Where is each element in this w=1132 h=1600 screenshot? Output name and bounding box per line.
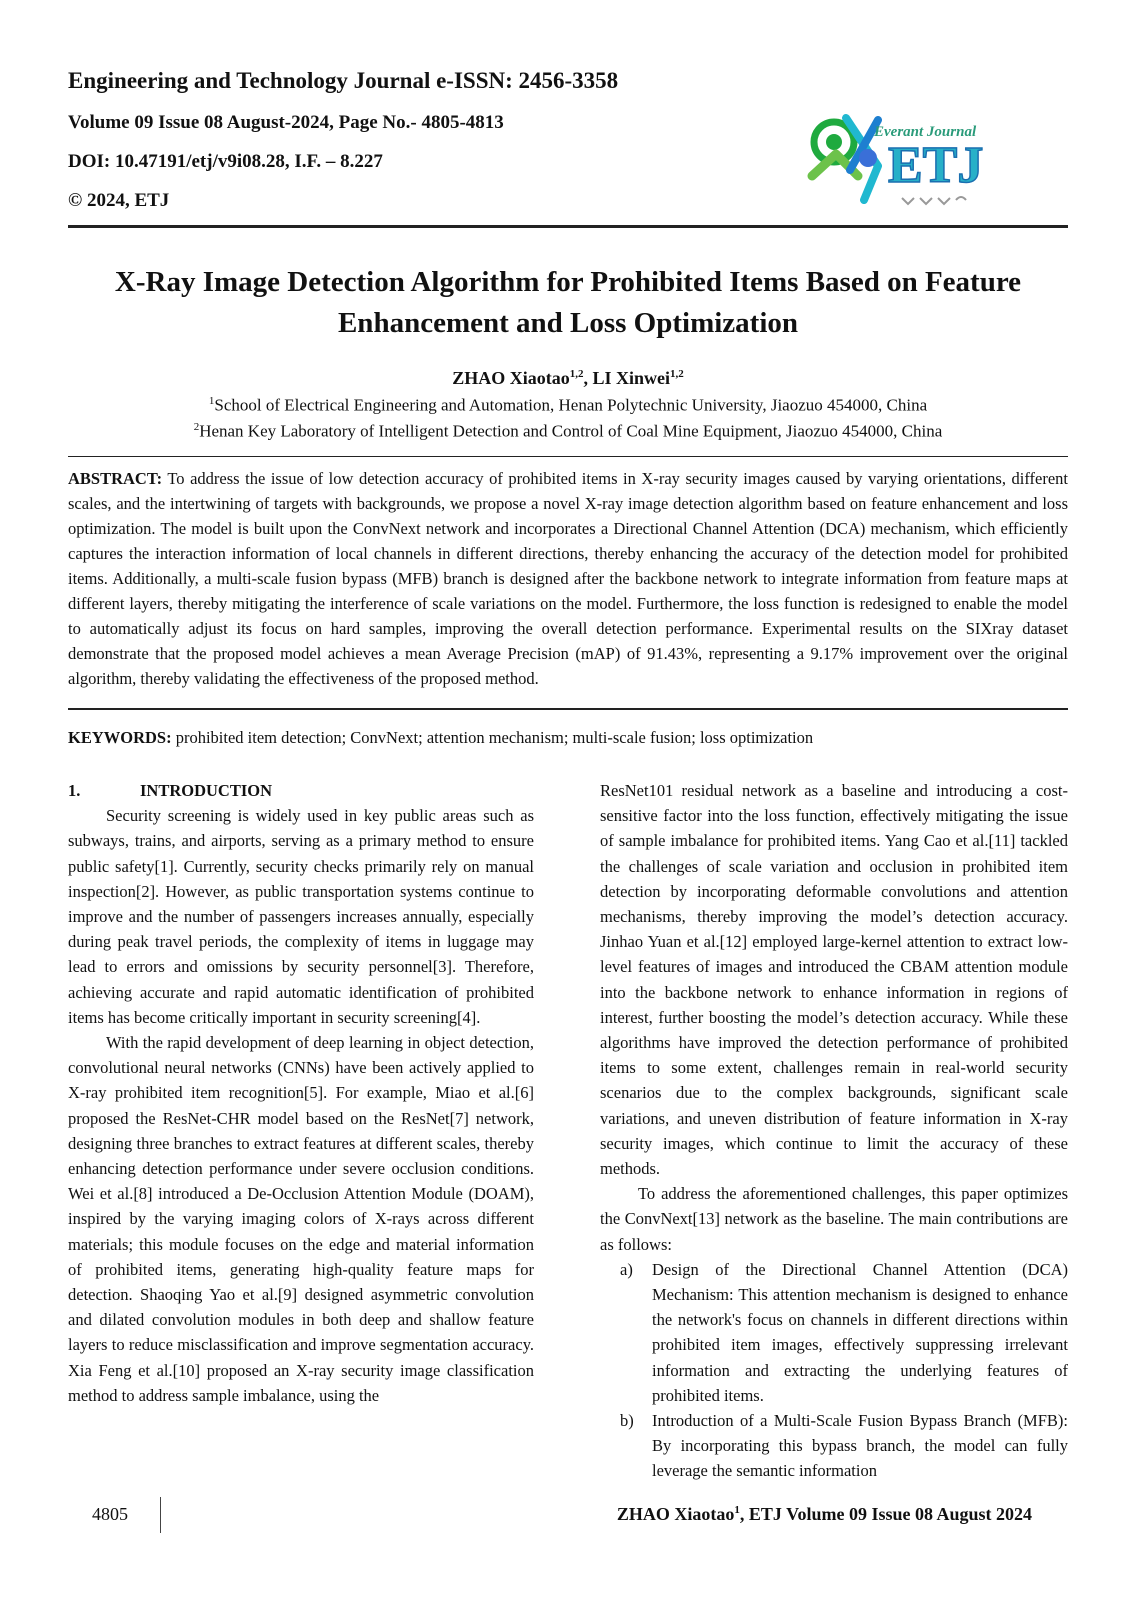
journal-name: Engineering and Technology Journal e-ISSN: 2456-3358 xyxy=(68,68,619,93)
doi: DOI: 10.47191/etj/v9i08.28, I.F. – 8.227 xyxy=(68,151,383,172)
footer-divider xyxy=(160,1497,161,1533)
header-rule xyxy=(68,225,1068,228)
paragraph: With the rapid development of deep learning in object detection, convolutional neural networks (CNNs) have been actively applied to X-ray prohibited item recognition[5]. For example, Miao et al.[6] proposed the ResNet-CHR model based on the ResNet[7] network, designing three branches to extract features at different scales, thereby enhancing detection performance under severe occlusion conditions. Wei et al.[8] introduced a De-Occlusion Attention Module (DOAM), inspired by the varying imaging colors of X-rays across different materials; this module focuses on the edge and material information of prohibited items, generating high-quality feature maps for detection. Shaoqing Yao et al.[9] designed asymmetric convolution and dilated convolution modules in both deep and shallow feature layers to reduce misclassification and improve segmentation accuracy. Xia Feng et al.[10] proposed an X-ray security image classification method to address sample imbalance, using the xyxy=(68,1033,534,1405)
keywords-top-rule xyxy=(68,708,1068,710)
list-marker: a) xyxy=(620,1259,633,1279)
list-item xyxy=(600,1408,1068,1484)
author-name: LI Xinwei xyxy=(592,368,671,388)
page-number: 4805 xyxy=(92,1504,128,1524)
paragraph: ResNet101 residual network as a baseline and introducing a cost-sensitive factor into the loss function, effectively mitigating the issue of sample imbalance for prohibited items. Yang Cao et al.[11] tackled the challenges of scale variation and occlusion in prohibited item detection by incorporating deformable convolutions and attention mechanisms, thereby improving the model’s detection accuracy. Jinhao Yuan et al.[12] employed large-kernel attention to extract low-level features of images and introduced the CBAM attention module into the backbone network to enhance information in regions of interest, further boosting the model’s detection accuracy. While these algorithms have improved the detection performance of prohibited items to some extent, challenges remain in real-world security scenarios due to the complex backgrounds, significant scale variations, and uneven distribution of feature information in X-ray security images, which continue to limit the accuracy of these methods. xyxy=(600,781,1068,1179)
affiliation-number: 2 xyxy=(193,421,200,433)
author-affiliation-mark: 1,2 xyxy=(569,368,584,380)
running-citation: , ETJ Volume 09 Issue 08 August 2024 xyxy=(739,1504,1032,1524)
running-author-mark: 1 xyxy=(734,1504,740,1516)
list-item-text: Design of the Directional Channel Attention (DCA) Mechanism: This attention mechanism is designed to enhance the network's focus on channels in different directions within prohibited item images, effectively suppressing irrelevant information and extracting the underlying features of prohibited items. xyxy=(652,1259,1068,1405)
etj-logo-icon xyxy=(806,106,1026,214)
paragraph: To address the aforementioned challenges, this paper optimizes the ConvNext[13] network as the baseline. The main contributions are as follows: xyxy=(600,1184,1068,1254)
logo-text: ETJ xyxy=(888,137,984,194)
section-title: INTRODUCTION xyxy=(140,781,273,800)
section-number: 1. xyxy=(68,781,81,800)
logo-label: Everant Journal xyxy=(874,124,977,140)
copyright: © 2024, ETJ xyxy=(68,190,170,211)
abstract xyxy=(68,466,1068,691)
affiliation-2 xyxy=(68,421,1068,442)
author-name: ZHAO Xiaotao xyxy=(452,368,570,388)
keywords-text: prohibited item detection; ConvNext; attention mechanism; multi-scale fusion; loss optimization xyxy=(171,728,814,747)
affiliation-number: 1 xyxy=(208,395,215,407)
right-column xyxy=(600,778,1068,1484)
author-line xyxy=(68,368,1068,389)
affiliation-text: School of Electrical Engineering and Automation, Henan Polytechnic University, Jiaozuo 454000, China xyxy=(214,395,928,415)
list-marker: b) xyxy=(620,1411,634,1431)
running-author: ZHAO Xiaotao xyxy=(616,1504,735,1524)
left-column xyxy=(68,778,534,1408)
abstract-label: ABSTRACT: xyxy=(68,469,163,488)
list-item-text: Introduction of a Multi-Scale Fusion Bypass Branch (MFB): By incorporating this bypass branch, the model can fully leverage the semantic information xyxy=(652,1411,1068,1481)
author-separator: , xyxy=(583,368,593,388)
affiliation-text: Henan Key Laboratory of Intelligent Detection and Control of Coal Mine Equipment, Jiaozuo 454000, China xyxy=(199,421,943,441)
paragraph: Security screening is widely used in key public areas such as subways, trains, and airports, serving as a primary method to ensure public safety[1]. Currently, security checks primarily rely on manual inspection[2]. However, as public transportation systems continue to improve and the number of passengers increases annually, especially during peak travel periods, the complexity of items in luggage may lead to errors and omissions by security personnel[3]. Therefore, achieving accurate and rapid automatic identification of prohibited items has become critically important in security screening[4]. xyxy=(68,806,534,1027)
running-footer xyxy=(617,1504,1032,1525)
keywords-label: KEYWORDS: xyxy=(68,728,172,747)
paper-title: X-Ray Image Detection Algorithm for Prohibited Items Based on Feature Enhancement and Loss Optimization xyxy=(114,266,1022,339)
volume-issue: Volume 09 Issue 08 August-2024, Page No.- 4805-4813 xyxy=(68,112,504,133)
affiliation-1 xyxy=(68,395,1068,416)
author-affiliation-mark: 1,2 xyxy=(670,368,684,380)
list-item xyxy=(600,1257,1068,1408)
abstract-top-rule xyxy=(68,456,1068,457)
abstract-text: To address the issue of low detection accuracy of prohibited items in X-ray security images caused by varying orientations, different scales, and the intertwining of targets with backgrounds, we propose a novel X-ray image detection algorithm based on feature enhancement and loss optimization. The model is built upon the ConvNext network and incorporates a Directional Channel Attention (DCA) mechanism, which efficiently captures the interaction information of local channels in different directions, thereby enhancing the accuracy of the detection model for prohibited items. Additionally, a multi-scale fusion bypass (MFB) branch is designed after the backbone network to integrate information from feature maps at different layers, thereby mitigating the interference of scale variations on the model. Furthermore, the loss function is redesigned to enable the model to automatically adjust its focus on hard samples, improving the overall detection performance. Experimental results on the SIXray dataset demonstrate that the proposed model achieves a mean Average Precision (mAP) of 91.43%, representing a 9.17% improvement over the original algorithm, thereby validating the effectiveness of the proposed method. xyxy=(68,469,1068,688)
section-heading xyxy=(68,778,534,803)
keywords xyxy=(68,728,1068,748)
